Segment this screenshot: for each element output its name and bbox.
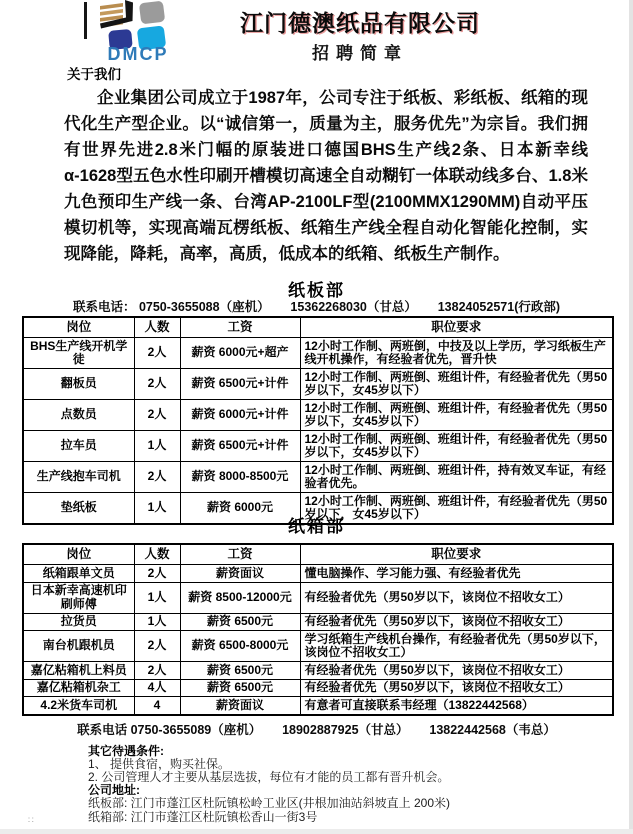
job-row <box>23 338 613 369</box>
footer-block <box>88 745 633 824</box>
job-row <box>23 431 613 462</box>
text-cursor-artifact <box>84 2 87 39</box>
requirements-cell: 学习纸箱生产线机台操作，有经验者优先（男50岁以下，该岗位不招收女工） <box>300 631 613 662</box>
job-title-cell: 翻板员 <box>23 369 134 400</box>
benefits-heading: 其它待遇条件: <box>88 743 164 758</box>
headcount-cell: 1人 <box>134 582 180 613</box>
job-row <box>23 679 613 697</box>
job-title-cell: 点数员 <box>23 400 134 431</box>
column-header: 岗位 <box>23 544 134 565</box>
job-row <box>23 462 613 493</box>
job-title-cell: 拉车员 <box>23 431 134 462</box>
requirements-cell: 有经验者优先（男50岁以下，该岗位不招收女工） <box>300 679 613 697</box>
headcount-cell: 2人 <box>134 662 180 680</box>
salary-cell: 薪资 6500元 <box>180 679 300 697</box>
carton-jobs-table <box>22 543 614 716</box>
job-title-cell: 拉货员 <box>23 613 134 631</box>
salary-cell: 薪资 6000元 <box>180 493 300 525</box>
salary-cell: 薪资 6500元 <box>180 662 300 680</box>
job-title-cell: 嘉亿粘箱机杂工 <box>23 679 134 697</box>
cardboard-jobs-table-wrap <box>0 316 633 525</box>
requirements-cell: 12小时工作制、两班倒、班组计件，持有效叉车证，有经验者优先。 <box>300 462 613 493</box>
salary-cell: 薪资 6000元+超产 <box>180 338 300 369</box>
salary-cell: 薪资 6500-8000元 <box>180 631 300 662</box>
requirements-cell: 12小时工作制、两班倒、班组计件，有经验者优先（男50岁以下，女45岁以下） <box>300 400 613 431</box>
job-row <box>23 631 613 662</box>
column-header: 岗位 <box>23 317 134 338</box>
salary-cell: 薪资 8500-12000元 <box>180 582 300 613</box>
salary-cell: 薪资面议 <box>180 697 300 715</box>
salary-cell: 薪资 6000元+计件 <box>180 400 300 431</box>
job-row <box>23 613 613 631</box>
contact-line-cardboard: 联系电话： 0750-3655088（座机） 15362268030（甘总） 13824052571(行政部) <box>72 300 561 314</box>
section-title-carton: 纸箱部 <box>288 517 345 536</box>
requirements-cell: 有意者可直接联系韦经理（13822442568） <box>300 697 613 715</box>
salary-cell: 薪资 6500元 <box>180 613 300 631</box>
headcount-cell: 4 <box>134 697 180 715</box>
column-header: 职位要求 <box>300 317 613 338</box>
headcount-cell: 2人 <box>134 565 180 583</box>
job-row <box>23 697 613 715</box>
benefit-item: 1、 提供食宿，购买社保。 <box>88 756 231 771</box>
header-row <box>23 544 613 565</box>
cardboard-jobs-table <box>22 316 614 525</box>
section-title-cardboard: 纸板部 <box>288 281 345 300</box>
requirements-cell: 懂电脑操作、学习能力强、有经验者优先 <box>300 565 613 583</box>
job-row <box>23 565 613 583</box>
doc-subtitle: 招聘简章 <box>312 44 408 63</box>
about-heading: 关于我们 <box>67 67 121 82</box>
headcount-cell: 2人 <box>134 462 180 493</box>
job-title-cell: BHS生产线开机学徒 <box>23 338 134 369</box>
column-header: 人数 <box>134 317 180 338</box>
contact-line-carton: 联系电话 0750-3655089（座机） 18902887925（甘总） 13822442568（韦总） <box>77 722 556 737</box>
job-title-cell: 南台机跟机员 <box>23 631 134 662</box>
job-title-cell: 纸箱跟单文员 <box>23 565 134 583</box>
column-header: 工资 <box>180 544 300 565</box>
job-title-cell: 日本新幸高速机印刷师傅 <box>23 582 134 613</box>
job-title-cell: 垫纸板 <box>23 493 134 525</box>
headcount-cell: 2人 <box>134 338 180 369</box>
job-title-cell: 生产线抱车司机 <box>23 462 134 493</box>
headcount-cell: 1人 <box>134 431 180 462</box>
column-header: 人数 <box>134 544 180 565</box>
requirements-cell: 有经验者优先（男50岁以下，该岗位不招收女工） <box>300 613 613 631</box>
address-heading: 公司地址: <box>88 783 140 798</box>
headcount-cell: 2人 <box>134 369 180 400</box>
job-row <box>23 369 613 400</box>
requirements-cell: 12小时工作制、两班倒、班组计件，有经验者优先（男50岁以下，女45岁以下） <box>300 369 613 400</box>
benefit-item: 2. 公司管理人才主要从基层选拔，每位有才能的员工都有晋升机会。 <box>88 769 450 784</box>
requirements-cell: 有经验者优先（男50岁以下，该岗位不招收女工） <box>300 582 613 613</box>
requirements-cell: 12小时工作制、两班倒、班组计件，有经验者优先（男50岁以下，女45岁以下） <box>300 431 613 462</box>
headcount-cell: 1人 <box>134 613 180 631</box>
job-row <box>23 582 613 613</box>
column-header: 工资 <box>180 317 300 338</box>
headcount-cell: 4人 <box>134 679 180 697</box>
headcount-cell: 1人 <box>134 493 180 525</box>
salary-cell: 薪资 6500元+计件 <box>180 369 300 400</box>
headcount-cell: 2人 <box>134 400 180 431</box>
page-artifact-marks: ∷ <box>28 815 34 825</box>
lower-block <box>0 543 633 824</box>
address-line: 纸箱部: 江门市蓬江区杜阮镇松香山一街3号 <box>88 809 318 824</box>
address-line: 纸板部: 江门市蓬江区杜阮镇松岭工业区(井根加油站斜坡直上 200米) <box>88 796 451 811</box>
headcount-cell: 2人 <box>134 631 180 662</box>
logo-dmcp-text: DMCP <box>107 44 169 64</box>
requirements-cell: 有经验者优先（男50岁以下，该岗位不招收女工） <box>300 662 613 680</box>
job-title-cell: 嘉亿粘箱机上料员 <box>23 662 134 680</box>
salary-cell: 薪资面议 <box>180 565 300 583</box>
job-row <box>23 400 613 431</box>
job-row <box>23 662 613 680</box>
requirements-cell: 12小时工作制、两班倒，中技及以上学历，学习纸板生产线开机操作，有经验者优先，晋升快 <box>300 338 613 369</box>
header-row <box>23 317 613 338</box>
column-header: 职位要求 <box>300 544 613 565</box>
about-paragraph: 企业集团公司成立于1987年，公司专注于纸板、彩纸板、纸箱的现代化生产型企业。以“诚信第一，质量为主，服务优先”为宗旨。我们拥有世界先进2.8米门幅的原装进口德国BHS生产线2条、日本新幸线α-1628型五色水性印刷开槽模切高速全自动糊钉一体联动线多台、1.8米九色预印生产线一条、台湾AP-2100LF型(2100MMX1290MM)自动平压模切机等，实现高端瓦楞纸板、纸箱生产线全程自动化智能化控制，实现降能，降耗，高率，高质，低成本的纸箱、纸板生产制作。 <box>64 89 588 263</box>
salary-cell: 薪资 8000-8500元 <box>180 462 300 493</box>
job-title-cell: 4.2米货车司机 <box>23 697 134 715</box>
page-edge-bottom <box>0 829 633 834</box>
requirements-cell: 12小时工作制、两班倒、班组计件，有经验者优先（男50岁以下，女45岁以下） <box>300 493 613 525</box>
company-name-title: 江门德澳纸品有限公司 <box>240 10 480 36</box>
salary-cell: 薪资 6500元+计件 <box>180 431 300 462</box>
